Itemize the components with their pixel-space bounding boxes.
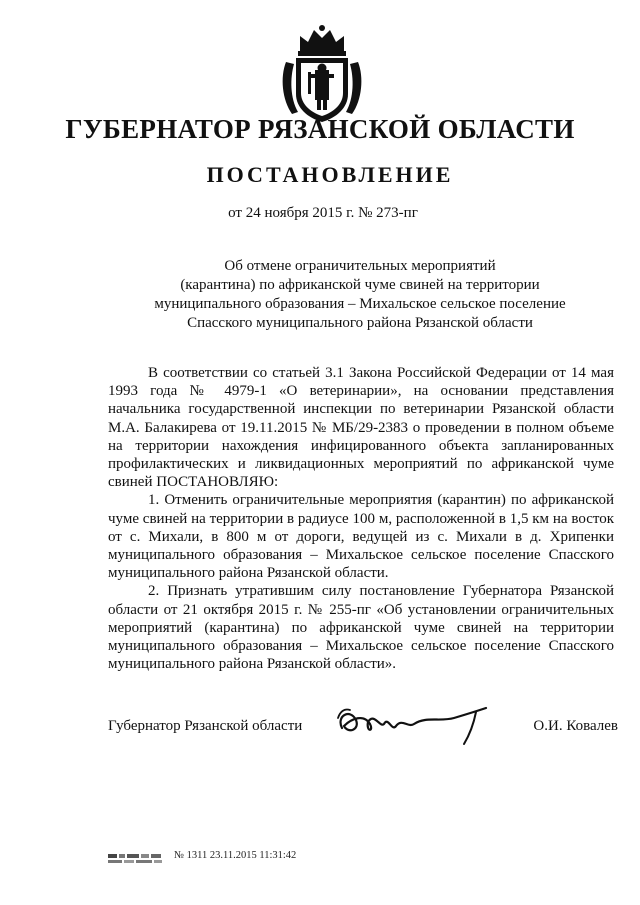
clause-2-paragraph: 2. Признать утратившим силу постановление Губернатора Рязанской области от 21 октября 2015 г. № 255-пг «Об установлении ограничительных мероприятий (карантина) по африканской чуме свиней на территории муниципального образования – Михальское сельское поселение Спасского муниципального района Рязанской области». [108, 583, 614, 673]
preamble-paragraph: В соответствии со статьей 3.1 Закона Российской Федерации от 14 мая 1993 года № 4979-1 «О ветеринарии», на основании представления начальника государственной инспекции по ветеринарии Рязанской области М.А. Балакирева от 19.11.2015 № МБ/29-2383 о проведении в полном объеме на территории нахождения инфицированного объекта запланированных профилактических и ликвидационных мероприятий по африканской чуме свиней ПОСТАНОВЛЯЮ: [108, 365, 614, 491]
coat-of-arms-icon [278, 22, 366, 124]
subject-line: Об отмене ограничительных мероприятий [224, 258, 496, 274]
document-type: ПОСТАНОВЛЕНИЕ [206, 162, 454, 187]
registration-number: № 1311 23.11.2015 11:31:42 [174, 850, 297, 861]
document-date-number: от 24 ноября 2015 г. № 273-пг [228, 205, 418, 221]
document-subject [120, 257, 600, 333]
subject-line: Спасского муниципального района Рязанской области [187, 315, 533, 331]
registration-stamp-icon [108, 852, 168, 866]
signatory-position: Губернатор Рязанской области [108, 718, 303, 734]
subject-line: муниципального образования – Михальское сельское поселение [154, 296, 566, 312]
signatory-name: О.И. Ковалев [533, 718, 618, 734]
document-body [108, 364, 614, 673]
clause-1-paragraph: 1. Отменить ограничительные мероприятия (карантин) по африканской чуме свиней на территории в радиусе 100 м, расположенной в 1,5 км на восток от с. Михали, в 800 м от дороги, ведущей из с. Михали в д. Хрипенки муниципального образования – Михальское сельское поселение Спасского муниципального района Рязанской области. [108, 492, 614, 582]
handwritten-signature [330, 698, 500, 748]
governor-title: ГУБЕРНАТОР РЯЗАНСКОЙ ОБЛАСТИ [65, 114, 575, 144]
subject-line: (карантина) по африканской чуме свиней на территории [180, 277, 540, 293]
